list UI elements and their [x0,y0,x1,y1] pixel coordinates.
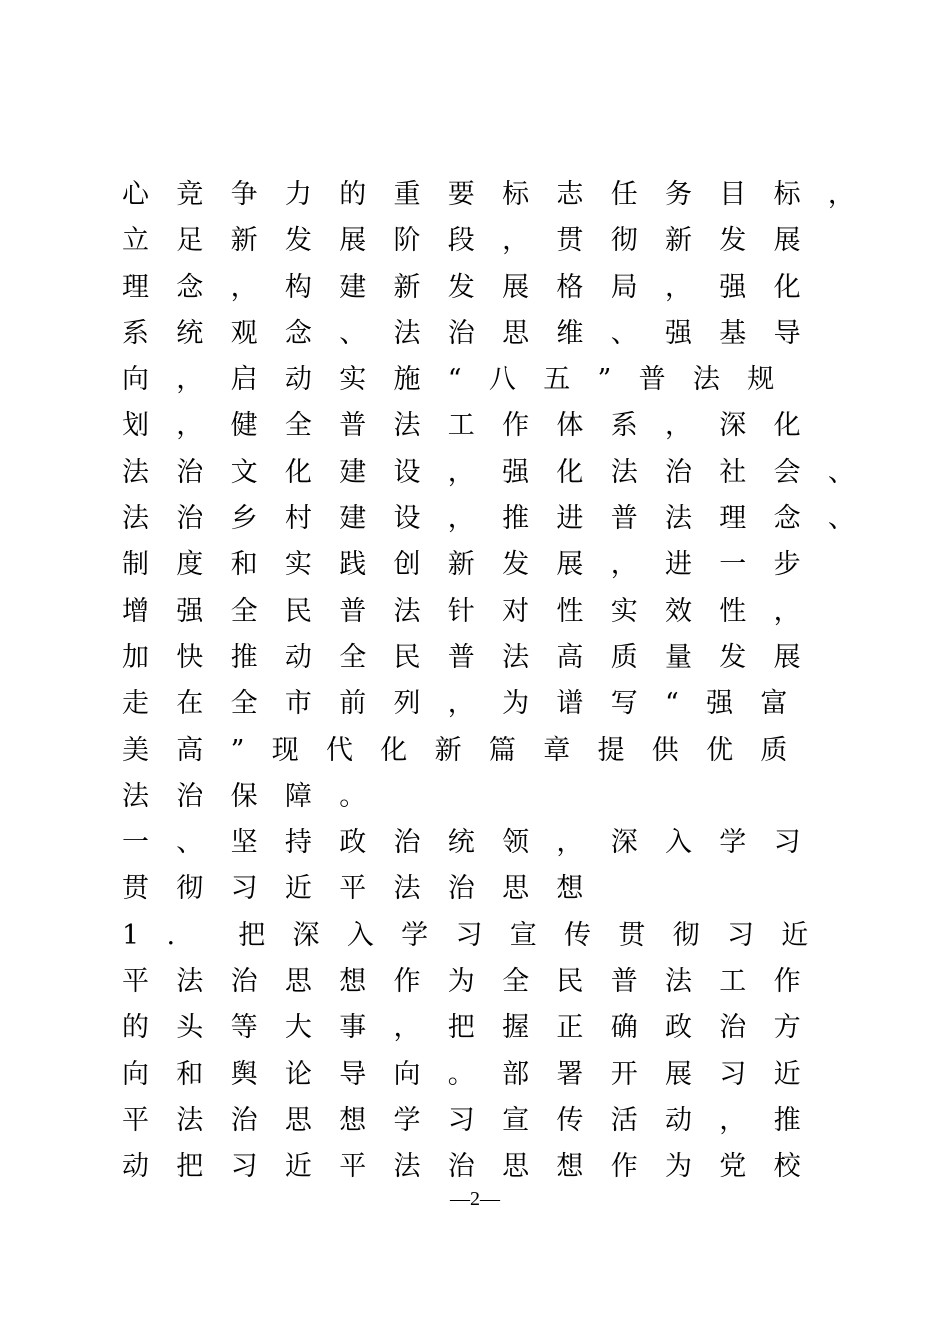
text-line: 平法治思想学习宣传活动，推 [122,1104,828,1136]
text-line: 理念，构建新发展格局，强化 [122,271,828,303]
text-line: 美高”现代化新篇章提供优质 [122,734,815,766]
text-line: 动把习近平法治思想作为党校 [122,1151,828,1183]
text-line: 加快推动全民普法高质量发展 [122,641,828,673]
text-line: 1. 把深入学习宣传贯彻习近 [122,919,836,951]
section-heading: 贯彻习近平法治思想 [122,873,611,905]
text-line: 走在全市前列，为谱写“强富 [122,688,815,720]
text-line: 平法治思想作为全民普法工作 [122,966,828,998]
body-text [122,172,883,1191]
text-line: 系统观念、法治思维、强基导 [122,317,828,349]
text-line: 法治保障。 [122,780,394,812]
text-line: 心竞争力的重要标志任务目标， [122,179,883,210]
text-line: 法治文化建设，强化法治社会、 [122,456,883,488]
text-line: 增强全民普法针对性实效性， [122,595,828,627]
page-number: —2— [450,1188,500,1210]
text-line: 向和舆论导向。部署开展习近 [122,1058,828,1090]
text-line: 立足新发展阶段，贯彻新发展 [122,225,828,257]
text-line: 划，健全普法工作体系，深化 [122,410,828,442]
text-line: 法治乡村建设，推进普法理念、 [122,503,883,535]
section-heading: 一、坚持政治统领，深入学习 [122,827,828,859]
text-line: 向，启动实施“八五”普法规 [122,364,802,396]
text-line: 的头等大事，把握正确政治方 [122,1012,828,1044]
text-line: 制度和实践创新发展，进一步 [122,549,828,581]
